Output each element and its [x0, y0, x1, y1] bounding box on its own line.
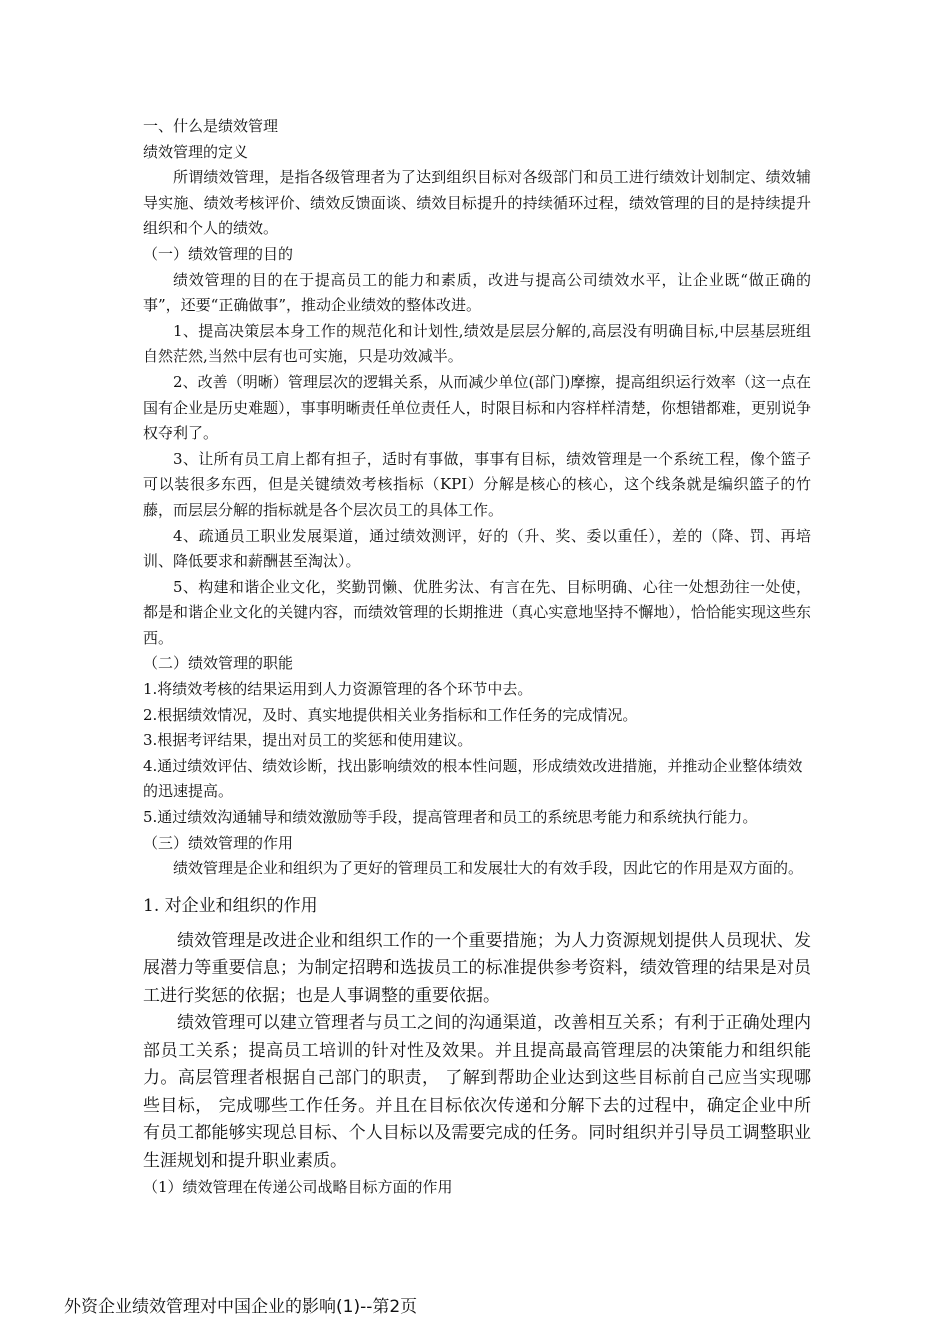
purpose-item: 4、疏通员工职业发展渠道，通过绩效测评，好的（升、奖、委以重任），差的（降、罚、再培训、降低要求和薪酬甚至淘汰）。	[143, 526, 811, 571]
functions-title: （二）绩效管理的职能	[143, 654, 294, 673]
document-body	[143, 114, 811, 1201]
purpose-intro: 绩效管理的目的在于提高员工的能力和素质，改进与提高公司绩效水平，让企业既“做正确的事”，还要“正确做事”，推动企业绩效的整体改进。	[143, 270, 811, 315]
org-role-title: 1. 对企业和组织的作用	[143, 895, 318, 916]
purpose-item: 1、提高决策层本身工作的规范化和计划性,绩效是层层分解的,高层没有明确目标,中层基层班组自然茫然,当然中层有也可实施，只是功效减半。	[143, 321, 811, 366]
page-footer: 外资企业绩效管理对中国企业的影响(1)--第2页	[64, 1297, 418, 1317]
section-title: 一、什么是绩效管理	[143, 117, 279, 135]
purpose-title: （一）绩效管理的目的	[143, 244, 294, 263]
org-role-paragraph: 绩效管理是改进企业和组织工作的一个重要措施；为人力资源规划提供人员现状、发展潜力等重要信息；为制定招聘和选拔员工的标准提供参考资料，绩效管理的结果是对员工进行奖惩的依据；也是人事调整的重要依据。	[143, 930, 811, 1006]
purpose-item: 2、改善（明晰）管理层次的逻辑关系，从而减少单位(部门)摩擦，提高组织运行效率（这一点在国有企业是历史难题），事事明晰责任单位责任人，时限目标和内容样样清楚，你想错都难，更别说争权夺利了。	[143, 372, 811, 443]
function-item: 2.根据绩效情况，及时、真实地提供相关业务指标和工作任务的完成情况。	[143, 705, 638, 724]
roles-intro: 绩效管理是企业和组织为了更好的管理员工和发展壮大的有效手段，因此它的作用是双方面的。	[173, 859, 804, 878]
purpose-item: 5、构建和谐企业文化，奖勤罚懒、优胜劣汰、有言在先、目标明确、心往一处想劲往一处使，都是和谐企业文化的关键内容，而绩效管理的长期推进（真心实意地坚持不懈地），恰恰能实现这些东西。	[143, 577, 811, 647]
function-item: 1.将绩效考核的结果运用到人力资源管理的各个环节中去。	[143, 680, 533, 699]
function-item: 3.根据考评结果，提出对员工的奖惩和使用建议。	[143, 731, 473, 750]
function-item: 5.通过绩效沟通辅导和绩效激励等手段，提高管理者和员工的系统思考能力和系统执行能力。	[143, 808, 758, 827]
function-item: 4.通过绩效评估、绩效诊断，找出影响绩效的根本性问题，形成绩效改进措施，并推动企业整体绩效的迅速提高。	[143, 756, 803, 801]
definition-title: 绩效管理的定义	[143, 142, 249, 161]
org-role-paragraph: 绩效管理可以建立管理者与员工之间的沟通渠道，改善相互关系；有利于正确处理内部员工关系；提高员工培训的针对性及效果。并且提高最高管理层的决策能力和组织能力。高层管理者根据自己部门的职责， 了解到帮助企业达到这些目标前自己应当实现哪些目标， 完成哪些工作任务。并且在目标依次传递和分解下去的过程中，确定企业中所有员工都能够实现总目标、个人目标以及需要完成的任务。同时组织并引导员工调整职业生涯规划和提升职业素质。	[143, 1013, 811, 1171]
purpose-item: 3、让所有员工肩上都有担子，适时有事做，事事有目标，绩效管理是一个系统工程，像个篮子可以装很多东西，但是关键绩效考核指标（KPI）分解是核心的核心，这个线条就是编织篮子的竹藤，而层层分解的指标就是各个层次员工的具体工作。	[143, 449, 811, 519]
roles-title: （三）绩效管理的作用	[143, 833, 294, 852]
definition-paragraph: 所谓绩效管理，是指各级管理者为了达到组织目标对各级部门和员工进行绩效计划制定、绩效辅导实施、绩效考核评价、绩效反馈面谈、绩效目标提升的持续循环过程，绩效管理的目的是持续提升组织和个人的绩效。	[143, 168, 811, 238]
org-role-subheading: （1）绩效管理在传递公司战略目标方面的作用	[143, 1178, 453, 1197]
